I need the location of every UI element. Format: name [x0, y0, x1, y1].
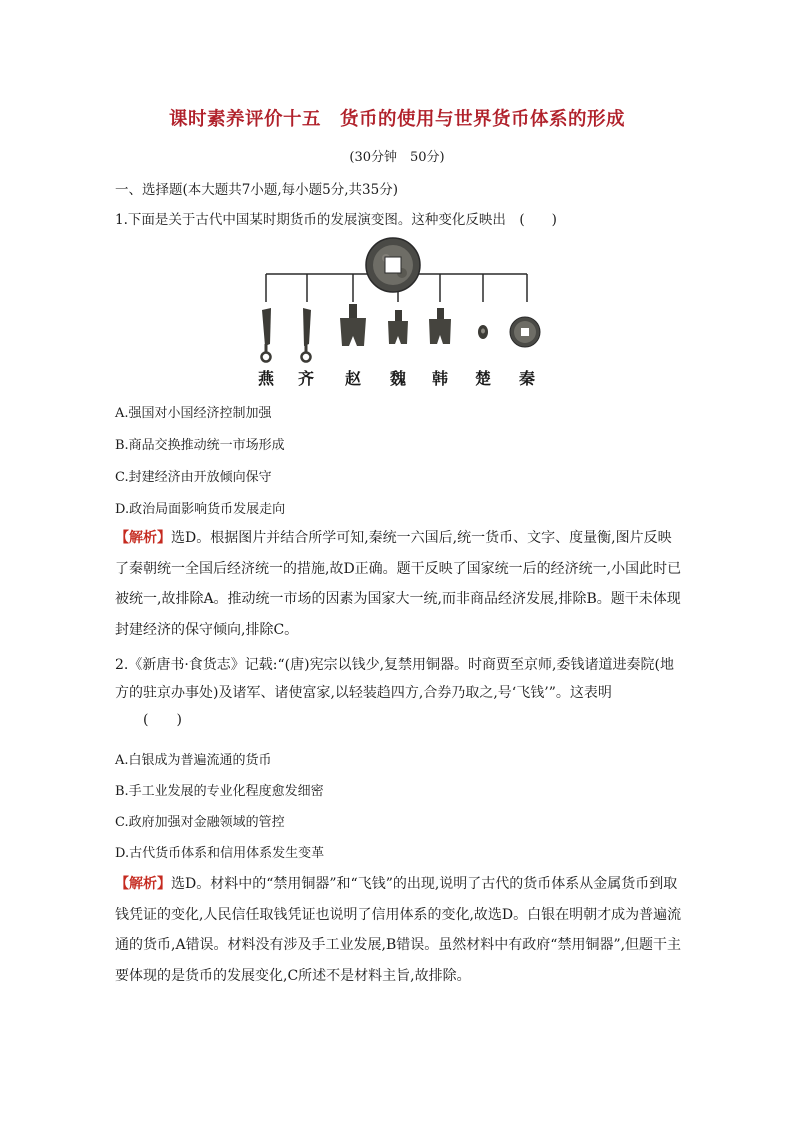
yan-knife-coin-icon	[262, 308, 272, 362]
figure-label-qin: 秦	[518, 369, 536, 388]
q2-analysis	[115, 869, 685, 991]
q2-answer-blank: ( )	[143, 712, 182, 728]
q2-stem-text: 2.《新唐书·食货志》记载:“(唐)宪宗以钱少,复禁用铜器。时商贾至京师,委钱诸道进奏院(地方的驻京办事处)及诸军、诸使富家,以轻装趋四方,合券乃取之,号‘飞钱’”。这表明	[115, 657, 674, 701]
qi-knife-coin-icon	[302, 308, 312, 362]
wei-spade-coin-icon	[388, 310, 408, 344]
han-spade-coin-icon	[429, 308, 451, 344]
q1-option-b: B.商品交换推动统一市场形成	[115, 438, 285, 453]
q1-option-d: D.政治局面影响货币发展走向	[115, 502, 286, 517]
qin-banliang-coin-icon	[510, 317, 540, 347]
page-subtitle: (30分钟 50分)	[349, 150, 445, 165]
question-2-stem	[115, 652, 685, 735]
figure-label-yan: 燕	[257, 369, 275, 388]
figure-label-zhao: 赵	[344, 369, 362, 388]
analysis-tag: 【解析】	[115, 876, 171, 892]
q2-analysis-text: 选D。材料中的“禁用铜器”和“飞钱”的出现,说明了古代的货币体系从金属货币到取钱凭证的变化,人民信任取钱凭证也说明了信用体系的变化,故选D。白银在明朝才成为普遍流通的货币,A错误。材料没有涉及手工业发展,B错误。虽然材料中有政府“禁用铜器”,但题干主要体现的是货币的发展变化,C所述不是材料主旨,故排除。	[115, 876, 682, 984]
q2-option-d: D.古代货币体系和信用体系发生变革	[115, 846, 325, 861]
q2-option-c: C.政府加强对金融领域的管控	[115, 815, 285, 830]
page-title: 课时素养评价十五 货币的使用与世界货币体系的形成	[168, 109, 625, 130]
figure-label-chu: 楚	[474, 369, 492, 388]
figure-label-han: 韩	[431, 369, 449, 388]
q1-analysis-text: 选D。根据图片并结合所学可知,秦统一六国后,统一货币、文字、度量衡,图片反映了秦朝统一全国后经济统一的措施,故D正确。题干反映了国家统一后的经济统一,小国此时已被统一,故排除A。推动统一市场的因素为国家大一统,而非商品经济发展,排除B。题干未体现封建经济的保守倾向,排除C。	[115, 530, 682, 638]
section-heading: 一、选择题(本大题共7小题,每小题5分,共35分)	[115, 182, 398, 198]
figure-label-wei: 魏	[389, 369, 407, 388]
question-1-stem: 1.下面是关于古代中国某时期货币的发展演变图。这种变化反映出 ( )	[115, 212, 557, 228]
coin-evolution-figure	[240, 236, 560, 396]
q1-option-a: A.强国对小国经济控制加强	[115, 406, 272, 421]
q2-option-a: A.白银成为普遍流通的货币	[115, 753, 272, 768]
q1-option-c: C.封建经济由开放倾向保守	[115, 470, 272, 485]
chu-ant-nose-coin-icon	[478, 325, 488, 339]
round-coin-top-icon	[366, 238, 420, 292]
q2-option-b: B.手工业发展的专业化程度愈发细密	[115, 784, 324, 799]
zhao-spade-coin-icon	[340, 304, 366, 346]
analysis-tag: 【解析】	[115, 530, 171, 546]
q1-analysis	[115, 523, 685, 645]
figure-label-qi: 齐	[297, 369, 315, 388]
